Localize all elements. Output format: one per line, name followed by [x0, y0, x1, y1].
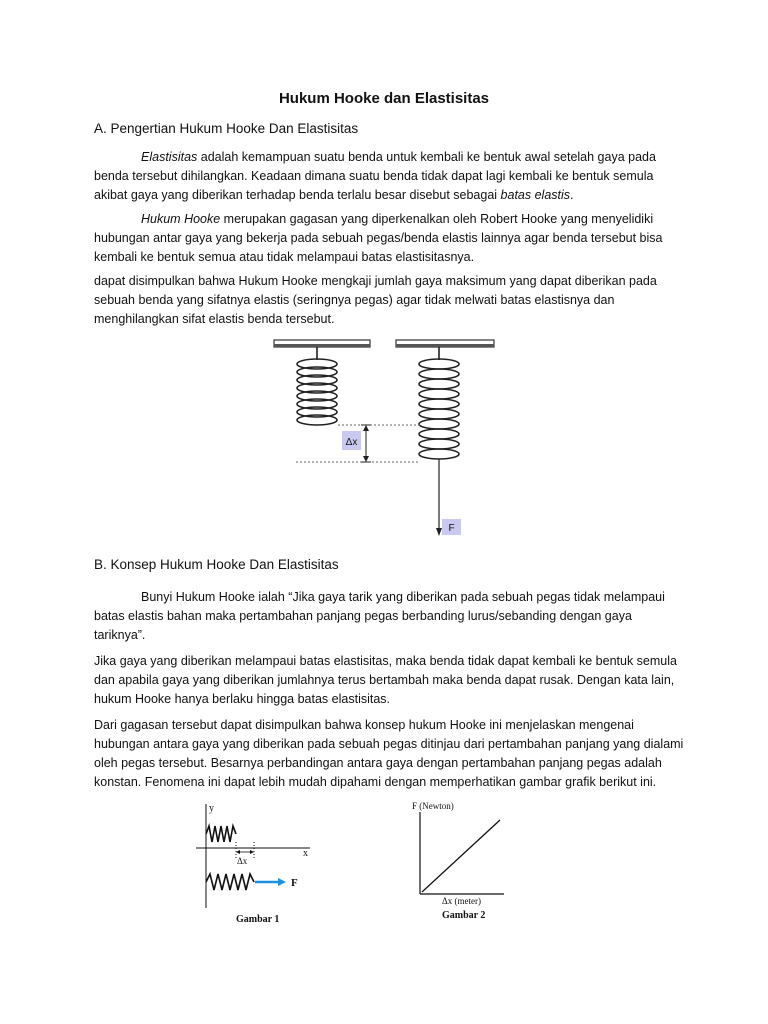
section-a-paragraph-3: dapat disimpulkan bahwa Hukum Hooke mengkaji jumlah gaya maksimum yang dapat diberikan pada sebuah benda yang sifatnya elastis (seringnya pegas) agar tidak melwati batas elastisnya dan menghilangkan sifat elastis benda tersebut.	[94, 274, 657, 326]
section-a-paragraph-2	[94, 210, 684, 267]
force-label: F	[448, 523, 455, 534]
paragraph-text: adalah kemampuan suatu benda untuk kembali ke bentuk awal setelah gaya pada benda tersebut dihilangkan. Keadaan dimana suatu benda tidak dapat lagi kembali ke bentuk semula akibat gaya yang diberikan terhadap benda terlalu besar disebut sebagai	[94, 150, 656, 202]
spring-left	[297, 347, 337, 425]
gambar-2-caption: Gambar 2	[442, 910, 486, 921]
gambar-1-delta-label: Δx	[237, 856, 248, 866]
section-b-paragraph-2: Jika gaya yang diberikan melampaui batas elastisitas, maka benda tidak dapat kembali ke bentuk semula dan apabila gaya yang diberikan jumlahnya terus bertambah maka benda dapat rusak. Dengan kata lain, hukum Hooke hanya berlaku hingga batas elastisitas.	[94, 654, 677, 706]
gambar-1-force-label: F	[291, 877, 298, 889]
paragraph-text: merupakan gagasan yang diperkenalkan oleh Robert Hooke yang menyelidiki hubungan antar gaya yang bekerja pada sebuah pegas/benda elastis lainnya agar benda tersebut bisa kembali ke bentuk semua atau tidak melampaui batas elastisitasnya.	[94, 212, 663, 264]
spring-stretched	[206, 874, 254, 890]
document-title: Hukum Hooke dan Elastisitas	[278, 90, 490, 107]
gambar-1-caption: Gambar 1	[236, 914, 280, 925]
spring-relaxed	[206, 826, 236, 842]
section-b-heading: B. Konsep Hukum Hooke Dan Elastisitas	[94, 557, 339, 572]
delta-x-label: Δx	[345, 437, 358, 448]
paragraph-text: Bunyi Hukum Hooke ialah “Jika gaya tarik yang diberikan pada sebuah pegas tidak melampaui batas elastis bahan maka pertambahan panjang pegas berbanding lurus/sebanding dengan gaya tariknya”.	[94, 590, 665, 642]
section-a-paragraph-1	[94, 148, 684, 205]
gambar-2-x-label: Δx (meter)	[442, 896, 482, 906]
paragraph-end: .	[570, 188, 574, 202]
section-b-paragraph-3: Dari gagasan tersebut dapat disimpulkan bahwa konsep hukum Hooke ini menjelaskan mengenai hubungan antara gaya yang diberikan pada sebuah pegas ditinjau dari pertambahan panjang yang dialami oleh pegas tersebut. Besarnya perbandingan antara gaya dengan pertambahan panjang pegas adalah konstan. Fenomena ini dapat lebih mudah dipahami dengan memperhatikan gambar grafik berikut ini.	[94, 718, 684, 789]
gambar-1-y-label: y	[209, 803, 214, 814]
gambar-1-x-label: x	[303, 848, 308, 859]
term-elastisitas: Elastisitas	[141, 150, 198, 164]
spring-right	[419, 347, 459, 459]
section-a-heading: A. Pengertian Hukum Hooke Dan Elastisitas	[94, 121, 359, 136]
gambar-2-y-label: F (Newton)	[412, 801, 454, 811]
spring-figure	[260, 332, 510, 542]
gambar-1-figure	[192, 798, 322, 928]
section-b-paragraph-1	[94, 588, 684, 645]
gambar-2-line	[422, 820, 500, 892]
term-hukum-hooke: Hukum Hooke	[141, 212, 221, 226]
gambar-2-figure	[400, 798, 520, 928]
term-batas-elastis: batas elastis	[500, 188, 571, 202]
